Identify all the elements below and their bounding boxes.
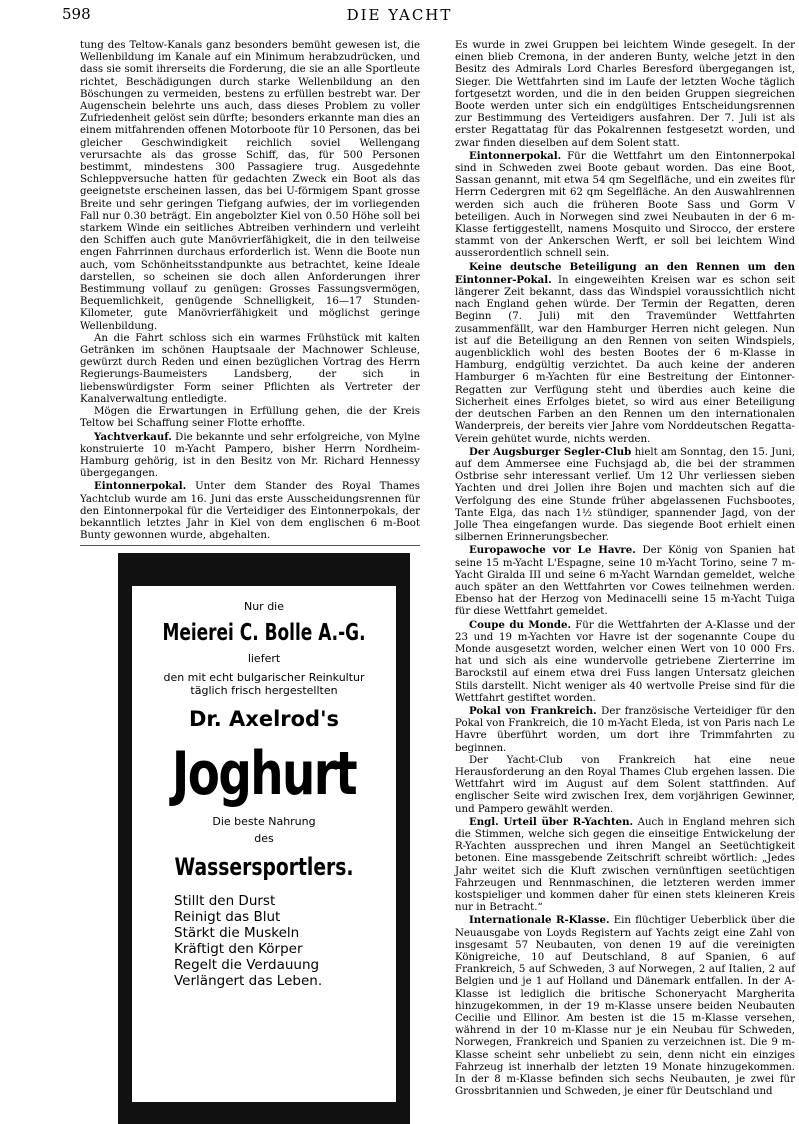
paragraph-text: An die Fahrt schloss sich ein warmes Frühstück mit kalten Getränken im schönen Hauptsaale der Machnower Schleuse, gewürzt durch Reden und einen bezüglichen Vortrag des Herrn Regierungs-Baumeisters Landsberg, der sich in liebenswürdigster Form seiner Pflichten als Vertreter der Kanalverwaltung entledigte.: [80, 332, 420, 405]
paragraph: [455, 914, 795, 1098]
page-number: 598: [62, 5, 91, 23]
ad-brand: Dr. Axelrod's: [188, 707, 340, 731]
ad-benefit: Stärkt die Muskeln: [174, 925, 300, 941]
paragraph: [455, 150, 795, 261]
ad-benefit: Reinigt das Blut: [174, 909, 281, 925]
right-column: [455, 40, 795, 1098]
paragraph-text: Ein flüchtiger Ueberblick über die Neuausgabe von Loyds Registern auf Yachts zeigt eine Zahl von insgesamt 57 Neubauten, von denen 19 auf die vereinigten Königreiche, 10 auf Deutschland, 8 auf Spanien, 6 auf Frankreich, 5 auf Schweden, 3 auf Norwegen, 2 auf Italien, 2 auf Belgien und je 1 auf Holland und Dänemark entfallen. In der A-Klasse ist lediglich die britische Schoneryacht Margherita hinzugekommen, in der 19 m-Klasse unsere beiden Neubauten Cecilie und Ellinor. Am besten ist die 15 m-Klasse versehen, während in der 10 m-Klasse nur je ein Neubau für Schweden, Norwegen, Frankreich und Spanien zu verzeichnen ist. Die 9 m-Klasse scheint sehr unbeliebt zu sein, denn nicht ein einziges Fahrzeug ist innerhalb der letzten 19 Monate hinzugekommen. In der 8 m-Klasse befinden sich sechs Neubauten, je zwei für Grossbritannien und Schweden, je einer für Deutschland und: [455, 915, 795, 1098]
paragraph: [455, 705, 795, 755]
paragraph: [455, 261, 795, 446]
paragraph-lead: Pokal von Frankreich.: [469, 704, 597, 717]
ad-benefit: Kräftigt den Körper: [174, 941, 303, 957]
ad-benefit: Regelt die Verdauung: [174, 957, 320, 973]
ad-fresh: täglich frisch hergestellten: [190, 684, 338, 697]
ad-benefits-list: [174, 893, 396, 989]
running-title: DIE YACHT: [346, 6, 453, 24]
paragraph: [455, 816, 795, 915]
paragraph-text: Für die Wettfahrten der A-Klasse und der 23 und 19 m-Yachten vor Havre ist der sogenannte Coupe du Monde ausgesetzt worden, welcher einen Wert von 10 000 Frs. hat und sich als eine wundervolle getriebene Zierterrine im Barockstil auf einem etwa drei Fuss langen Untersatz gleichen Stils darstellt. Nicht weniger als 40 wertvolle Preise sind für die Wettfahrt gestiftet worden.: [455, 619, 795, 704]
paragraph: [455, 40, 795, 150]
paragraph-lead: Europawoche vor Le Havre.: [469, 544, 636, 557]
paragraph: [80, 333, 420, 406]
paragraph-lead: Eintonnerpokal.: [94, 480, 187, 493]
joghurt-advertisement: [118, 553, 410, 1124]
paragraph-text: Unter dem Stander des Royal Thames Yachtclub wurde am 16. Juni das erste Ausscheidungsrennen für den Eintonnerpokal für die Verteidiger des Eintonnerpokals, der bekanntlich letztes Jahr in Kiel von dem englischen 6 m-Boot Bunty gewonnen wurde, abgehalten.: [80, 481, 420, 542]
left-column: [80, 40, 420, 542]
ad-benefit: Verlängert das Leben.: [174, 973, 323, 989]
paragraph-text: Es wurde in zwei Gruppen bei leichtem Winde gesegelt. In der einen blieb Cremona, in der anderen Bunty, welche jetzt in den Besitz des Admirals Lord Charles Beresford übergegangen ist, Sieger. Die Wettfahrten sind im Laufe der letzten Woche täglich fortgesetzt worden, und die in den beiden Gruppen siegreichen Boote werden unter sich ein endgültiges Entscheidungsrennen zur Bestimmung des Verteidigers ausfahren. Der 7. Juli ist als erster Regattatag für das Pokalrennen festgesetzt worden, und zwar finden dieselben auf dem Solent statt.: [455, 40, 795, 149]
paragraph-lead: Coupe du Monde.: [469, 618, 572, 631]
paragraph: [455, 544, 795, 618]
ad-benefit: Stillt den Durst: [174, 893, 276, 909]
paragraph: [80, 40, 420, 333]
paragraph: [455, 755, 795, 816]
paragraph-lead: Eintonnerpokal.: [469, 149, 562, 162]
paragraph-lead: Engl. Urteil über R-Yachten.: [469, 815, 634, 828]
paragraph-text: Auch in England mehren sich die Stimmen, welche sich gegen die einseitige Entwickelung der R-Yachten aussprechen und ihren Mangel an Seetüchtigkeit betonen. Eine massgebende Zeitschrift schreibt wörtlich: „Jedes Jahr weitet sich die Kluft zwischen vernünftigen seetüchtigen Fahrzeugen und Rennmaschinen, die letzteren werden immer kostspieliger und kommen daher für einen stets kleineren Kreis nur in Betracht.“: [455, 816, 796, 914]
separator-rule: [80, 545, 420, 546]
ad-des: des: [254, 832, 274, 845]
ad-best-food: Die beste Nahrung: [212, 815, 316, 828]
paragraph: [80, 431, 420, 481]
ad-audience: Wassersportlers.: [174, 853, 354, 881]
paragraph: [80, 406, 420, 430]
paragraph-text: hielt am Sonntag, den 15. Juni, auf dem Ammersee eine Fuchsjagd ab, die bei der strammen Ostbrise sehr interessant verlief. Um 12 Uhr verliessen sieben Yachten und drei Jollen ihre Bojen und machten sich auf die Verfolgung des eine Stunde früher abgelassenen Fuchsbootes, Tante Elga, das nach 1½ stündiger, spannender Jagd, von der Jolle Thea eingefangen wurde. Das siegende Boot erhielt einen silbernen Erinnerungsbecher.: [455, 446, 796, 544]
paragraph-text: In eingeweihten Kreisen war es schon seit längerer Zeit bekannt, dass das Windspiel voraussichtlich nicht nach England gehen würde. Der Termin der Regatten, deren Beginn (7. Juli) mit den Travemünder Wettfahrten zusammenfällt, war den Hamburger Herren nicht gelegen. Nun ist auf die Beteiligung an den Rennen von seiten Windspiels, augenblicklich wohl des besten Bootes der 6 m-Klasse in Hamburg, endgültig verzichtet. Da auch keine der anderen Hamburger 6 m-Yachten für eine Bestreitung der Eintonner-Regatten zur Verfügung steht und überdies auch keine die Sicherheit eines Erfolges bietet, so wird aus einer Beteiligung der deutschen Farben an den Rennen um den internationalen Wanderpreis, der bereits vier Jahre vom Norddeutschen Regatta-Verein gehütet wurde, nichts werden.: [455, 274, 795, 445]
paragraph: [80, 480, 420, 542]
ad-product: Joghurt: [171, 739, 357, 809]
paragraph: [455, 446, 795, 545]
paragraph-lead: Internationale R-Klasse.: [469, 914, 610, 927]
paragraph-text: tung des Teltow-Kanals ganz besonders bemüht gewesen ist, die Wellenbildung im Kanale auf ein Minimum herabzudrücken, und dass sie somit ihrerseits die Forderung, die sie an alle Sportleute richtet, Beschädigungen durch starke Wellenbildung an den Böschungen zu vermeiden, bestens zu erfüllen bestrebt war. Der Augenschein belehrte uns auch, dass dieses Problem zu voller Zufriedenheit gelöst sein dürfte; besonders erkannte man dies an einem mitfahrenden offenen Motorboote für 10 Personen, das bei gleicher Geschwindigkeit reichlich soviel Wellengang verursachte als das grosse Schiff, das, für 500 Personen bestimmt, mindestens 300 Passagiere trug. Ausgedehnte Schleppversuche hatten für gedachten Zweck ein Boot als das geeignetste erscheinen lassen, das bei U-förmigem Spant grosse Breite und sehr geringen Tiefgang aufwies, der im vorliegenden Fall nur 0.30 beträgt. Ein angebolzter Kiel von 0.50 Höhe soll bei starkem Winde ein seitliches Abtreiben verhindern und verleiht den Schiffen auch gute Manövrierfähigkeit, die in den teilweise engen Fahrrinnen durchaus erforderlich ist. Wenn die Boote nun auch, vom Schönheitsstandpunkte aus betrachtet, keine Ideale darstellen, so scheinen sie doch allen Anforderungen ihrer Bestimmung vollauf zu genügen: Grosses Fassungsvermögen, Bequemlichkeit, genügende Schnelligkeit, 16—17 Stunden-Kilometer, gute Manövrierfähigkeit und möglichst geringe Wellenbildung.: [80, 40, 420, 332]
paragraph-lead: Keine deutsche Beteiligung an den Rennen um den Eintonner-Pokal.: [455, 260, 795, 286]
paragraph-text: Der Yacht-Club von Frankreich hat eine neue Herausforderung an den Royal Thames Club ergehen lassen. Die Wettfahrt wird im August auf dem Solent stattfinden. Auf englischer Seite wird zwischen Irex, dem vorjährigen Gewinner, und Pampero gewählt werden.: [455, 754, 795, 815]
ad-culture: den mit echt bulgarischer Reinkultur: [163, 671, 365, 684]
paragraph-text: Der König von Spanien hat seine 15 m-Yacht L'Espagne, seine 10 m-Yacht Torino, seine 7 m-Yacht Giralda III und seine 6 m-Yacht Warndan gemeldet, welche auch später an den Wettfahrten vor Cowes teilnehmen werden. Ebenso hat der Herzog von Medinacelli seine 15 m-Yacht Tuiga für diese Wettfahrt gemeldet.: [455, 545, 796, 618]
paragraph-text: Die bekannte und sehr erfolgreiche, von Mylne konstruierte 10 m-Yacht Pampero, bisher Herrn Nordheim-Hamburg gehörig, ist in den Besitz von Mr. Richard Hennessy übergegangen.: [80, 431, 420, 480]
paragraph-lead: Yachtverkauf.: [94, 430, 172, 443]
paragraph: [455, 619, 795, 705]
ad-company: Meierei C. Bolle A.-G.: [162, 620, 366, 646]
paragraph-text: Mögen die Erwartungen in Erfüllung gehen, die der Kreis Teltow bei Schaffung seiner Flotte erhoffte.: [80, 406, 420, 430]
ad-intro: Nur die: [243, 600, 285, 613]
paragraph-text: Für die Wettfahrt um den Eintonnerpokal sind in Schweden zwei Boote gebaut worden. Das eine Boot, Sassan genannt, mit etwa 54 qm Segelfläche, und ein zweites für Herrn Cedergren mit 62 qm Segelfläche. An den Auswahlrennen werden sich auch die früheren Boote Sass und Gorm V beteiligen. Auch in Norwegen sind zwei Neubauten in der 6 m-Klasse fertiggestellt, namens Mosquito und Sirocco, der erstere stammt von der Ankerschen Werft, er soll bei leichtem Wind ausserordentlich schnell sein.: [455, 150, 795, 260]
paragraph-text: Der französische Verteidiger für den Pokal von Frankreich, die 10 m-Yacht Eleda, ist von Paris nach Le Havre überführt worden, um dort ihre Trimmfahrten zu beginnen.: [455, 705, 795, 754]
paragraph-lead: Der Augsburger Segler-Club: [469, 445, 632, 458]
ad-supplies: liefert: [247, 652, 281, 665]
